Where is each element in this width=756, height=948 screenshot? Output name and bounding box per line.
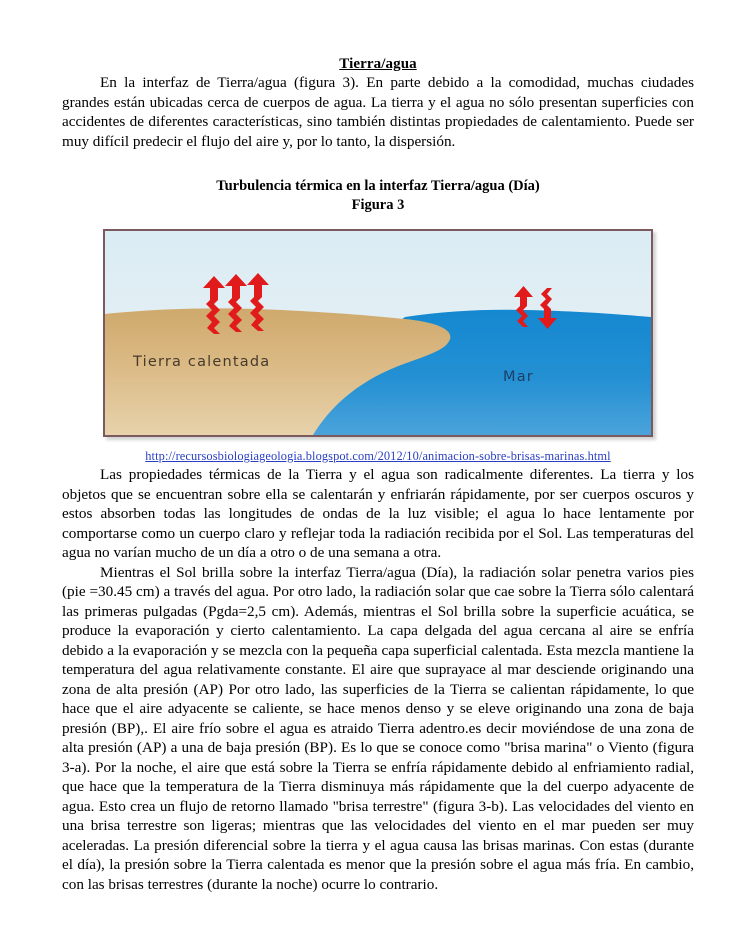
figure-image [103,229,653,437]
source-link[interactable]: http://recursosbiologiageologia.blogspot.com/2012/10/animacion-sobre-brisas-marinas.html [145,449,611,463]
page-title [62,0,694,73]
figure-label-sea: Mar [503,369,534,385]
figure-label-land: Tierra calentada [133,354,271,370]
figure-caption-line1: Turbulencia térmica en la interfaz Tierra/agua (Día) [216,178,540,194]
figure-caption-line2: Figura 3 [351,197,405,213]
figure-source-row [62,447,694,465]
intro-paragraph: En la interfaz de Tierra/agua (figura 3). En parte debido a la comodidad, muchas ciudades grandes están ubicadas cerca de cuerpos de agua. La tierra y el agua no sólo presentan superficies con accidentes de diferentes características, sino también distintas propiedades de calentamiento. Puede ser muy difícil predecir el flujo del aire y, por lo tanto, la dispersión. [62,74,694,150]
figure-wrapper [62,229,694,437]
main-paragraph: Mientras el Sol brilla sobre la interfaz Tierra/agua (Día), la radiación solar penetra varios pies (pie =30.45 cm) a través del agua. Por otro lado, la radiación solar que cae sobre la Tierra sólo calentará las primeras pulgadas (Pgda=2,5 cm). Además, mientras el Sol brilla sobre la superficie acuática, se produce la evaporación y cierto calentamiento. La capa delgada del agua cercana al aire se enfría debido a la evaporación y se mezcla con la pequeña capa superficial calentada. Esta mezcla mantiene la temperatura del agua relativamente constante. El aire que suprayace al mar desciende originando una zona de alta presión (AP) Por otro lado, las superficies de la Tierra se calientan rápidamente, lo que hace que el aire adyacente se caliente, se hace menos denso y se eleve originando una zona de baja presión (BP),. El aire frío sobre el agua es atraido Tierra adentro.es decir moviéndose de una zona de alta presión (AP) a una de baja presión (BP). Es lo que se conoce como "brisa marina" o Viento (figura 3-a). Por la noche, el aire que está sobre la Tierra se enfría rápidamente debido al enfriamiento radial, que hace que la temperatura de la Tierra disminuya más rápidamente que la del cuerpo adyacente de agua. Esto crea un flujo de retorno llamado "brisa terrestre" (figura 3-b). Las velocidades del viento en una brisa terrestre son ligeras; mientras que las velocidades del viento en el mar pueden ser muy aceleradas. La presión diferencial sobre la tierra y el agua causa las brisas marinas. Con estas (durante el día), la presión sobre la Tierra calentada es menor que la presión sobre el agua más fría. En cambio, con las brisas terrestres (durante la noche) ocurre lo contrario. [62,563,694,893]
land-sea-breeze-diagram [105,231,651,435]
figure-caption [62,151,694,215]
page-title-text: Tierra/agua [339,56,417,72]
paragraph-after-figure: Las propiedades térmicas de la Tierra y el agua son radicalmente diferentes. La tierra y los objetos que se encuentran sobre ella se calentarán y enfriarán rápidamente, por ser cuerpos oscuros y estos absorben todas las longitudes de ondas de la luz visible; el agua lo hace lentamente por comportarse como un cuerpo claro y reflejar toda la radiación recibida por el Sol. Las temperaturas del agua no varían mucho de un día a otro o de una semana a otra. [62,466,694,561]
